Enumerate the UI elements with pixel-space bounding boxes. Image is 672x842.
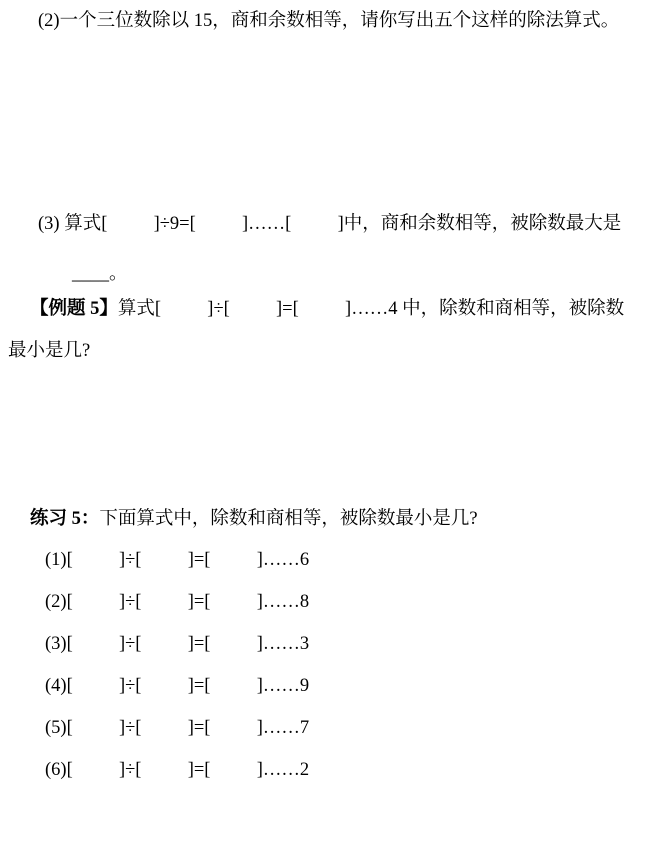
problem-2-text: (2)一个三位数除以 15，商和余数相等，请你写出五个这样的除法算式。 <box>38 11 620 31</box>
problem-3-text: (3) 算式[ ]÷9=[ ]……[ ]中，商和余数相等，被除数最大是 <box>38 214 622 234</box>
practice-5-intro: 下面算式中，除数和商相等，被除数最小是几? <box>99 509 478 529</box>
practice-item-2: (2)[ ]÷[ ]=[ ]……8 <box>45 592 310 612</box>
practice-item-5: (5)[ ]÷[ ]=[ ]……7 <box>45 718 310 738</box>
practice-item-1: (1)[ ]÷[ ]=[ ]……6 <box>45 550 310 570</box>
example-5-question: 算式[ ]÷[ ]=[ ]……4 中，除数和商相等，被除数 <box>117 299 625 319</box>
practice-item-4: (4)[ ]÷[ ]=[ ]……9 <box>45 676 310 696</box>
practice-item-6: (6)[ ]÷[ ]=[ ]……2 <box>45 760 310 780</box>
practice-5-heading <box>0 506 672 532</box>
example-5-label: 【例题 5】 <box>30 299 118 319</box>
practice-item-3: (3)[ ]÷[ ]=[ ]……3 <box>45 634 310 654</box>
example-5-line <box>0 296 672 322</box>
example-5-question-continued: 最小是几? <box>8 341 91 361</box>
problem-3-answer-blank: ____。 <box>72 264 128 284</box>
practice-5-label: 练习 5： <box>30 509 100 529</box>
worksheet-page <box>0 8 672 842</box>
